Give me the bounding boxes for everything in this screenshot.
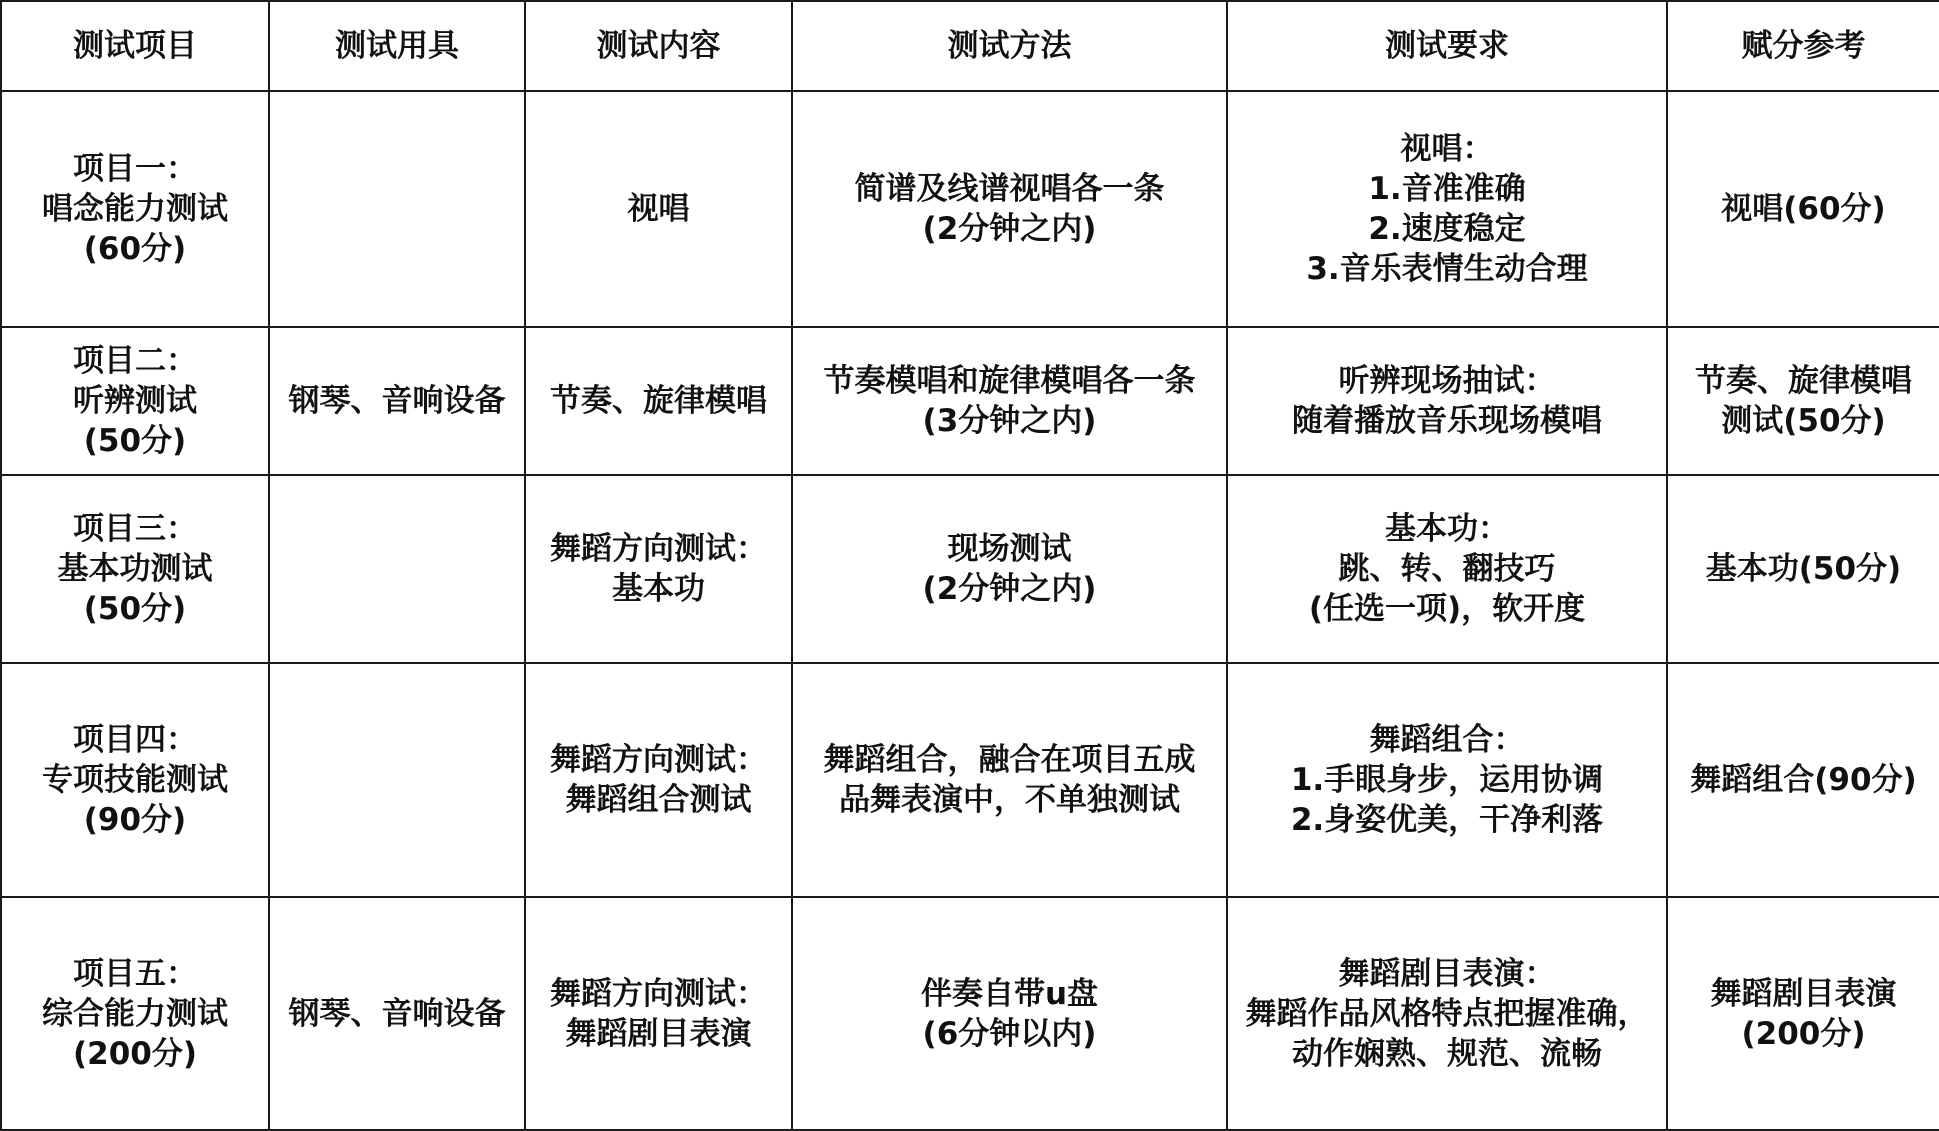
tools-cell	[269, 897, 525, 1130]
item-name: 专项技能测试	[42, 762, 228, 798]
requirement-point: 3.音乐表情生动合理	[1306, 251, 1588, 287]
content-text: 节奏、旋律模唱	[550, 383, 767, 419]
item-name: 唱念能力测试	[42, 191, 228, 227]
requirement-point: 舞蹈作品风格特点把握准确，	[1245, 995, 1649, 1032]
method-text: 节奏模唱和旋律模唱各一条	[823, 363, 1196, 399]
requirement-title: 视唱：	[1400, 131, 1494, 167]
score-cell	[1667, 91, 1939, 327]
content-text: 舞蹈剧目表演	[565, 1015, 752, 1052]
item-cell	[1, 663, 269, 897]
score-cell	[1667, 897, 1939, 1130]
item-cell	[1, 91, 269, 327]
item-name: 基本功测试	[57, 551, 213, 587]
content-text: 舞蹈方向测试：	[550, 531, 767, 567]
item-name: 综合能力测试	[42, 995, 228, 1032]
content-text: 基本功	[612, 571, 705, 607]
content-cell	[525, 475, 792, 663]
item-points: (50分)	[83, 591, 187, 627]
tools-cell-empty	[269, 475, 525, 663]
requirement-point: 跳、转、翻技巧	[1338, 551, 1556, 587]
tools-cell-empty	[269, 91, 525, 327]
requirement-point: 2.身姿优美，干净利落	[1290, 802, 1604, 838]
method-text: 简谱及线谱视唱各一条	[854, 171, 1165, 207]
table-row	[1, 475, 1939, 663]
header-cell-score: 赋分参考	[1667, 1, 1939, 91]
content-cell	[525, 91, 792, 327]
item-cell	[1, 897, 269, 1130]
item-cell	[1, 327, 269, 475]
score-text: (200分)	[1741, 1015, 1866, 1052]
method-text: 舞蹈组合，融合在项目五成	[823, 742, 1196, 778]
table-row	[1, 327, 1939, 475]
header-cell-item: 测试项目	[1, 1, 269, 91]
table-row	[1, 663, 1939, 897]
requirement-cell	[1227, 91, 1667, 327]
requirement-point: 2.速度稳定	[1368, 211, 1526, 247]
requirement-cell	[1227, 663, 1667, 897]
header-cell-content: 测试内容	[525, 1, 792, 91]
content-text: 舞蹈方向测试：	[550, 742, 767, 778]
content-text: 视唱	[627, 191, 690, 227]
item-points: (200分)	[72, 1035, 198, 1072]
score-text: 舞蹈剧目表演	[1710, 975, 1897, 1012]
item-cell	[1, 475, 269, 663]
content-text: 舞蹈方向测试：	[550, 975, 767, 1012]
requirement-point: (任选一项)，软开度	[1308, 591, 1586, 627]
method-time: (3分钟之内)	[922, 403, 1097, 439]
requirement-point: 1.音准准确	[1368, 171, 1526, 207]
score-text: 基本功(50分)	[1705, 551, 1902, 587]
tools-cell-empty	[269, 663, 525, 897]
content-cell	[525, 663, 792, 897]
requirement-title: 舞蹈剧目表演：	[1338, 955, 1556, 992]
table-row	[1, 91, 1939, 327]
method-cell	[792, 327, 1227, 475]
tools-text: 钢琴、音响设备	[288, 995, 506, 1032]
content-cell	[525, 327, 792, 475]
method-time: (2分钟之内)	[922, 211, 1097, 247]
requirement-title: 听辨现场抽试：	[1338, 363, 1556, 399]
score-cell	[1667, 327, 1939, 475]
requirement-cell	[1227, 475, 1667, 663]
item-label: 项目三：	[73, 511, 197, 547]
item-label: 项目一：	[73, 151, 197, 187]
item-label: 项目二：	[73, 343, 197, 379]
requirement-cell	[1227, 897, 1667, 1130]
tools-cell	[269, 327, 525, 475]
item-name: 听辨测试	[73, 383, 197, 419]
header-cell-requirement: 测试要求	[1227, 1, 1667, 91]
item-points: (60分)	[83, 231, 187, 267]
method-text: 现场测试	[947, 531, 1072, 567]
requirement-title: 舞蹈组合：	[1369, 722, 1525, 758]
score-cell	[1667, 475, 1939, 663]
method-time: (2分钟之内)	[922, 571, 1097, 607]
method-cell	[792, 897, 1227, 1130]
requirement-point: 1.手眼身步，运用协调	[1290, 762, 1604, 798]
content-cell	[525, 897, 792, 1130]
item-points: (50分)	[83, 423, 187, 459]
method-cell	[792, 91, 1227, 327]
content-text: 舞蹈组合测试	[565, 782, 752, 818]
method-cell	[792, 663, 1227, 897]
requirement-title: 基本功：	[1385, 511, 1509, 547]
header-row	[1, 1, 1939, 91]
item-label: 项目四：	[73, 722, 197, 758]
score-text: 节奏、旋律模唱	[1695, 363, 1912, 399]
requirement-point: 随着播放音乐现场模唱	[1292, 403, 1602, 439]
requirement-point: 动作娴熟、规范、流畅	[1292, 1035, 1602, 1072]
header-cell-tools: 测试用具	[269, 1, 525, 91]
score-cell	[1667, 663, 1939, 897]
method-cell	[792, 475, 1227, 663]
score-text: 测试(50分)	[1721, 403, 1886, 439]
item-points: (90分)	[83, 802, 187, 838]
item-label: 项目五：	[73, 955, 197, 992]
method-time: (6分钟以内)	[922, 1015, 1097, 1052]
table-row	[1, 897, 1939, 1130]
tools-text: 钢琴、音响设备	[288, 383, 506, 419]
score-text: 舞蹈组合(90分)	[1690, 762, 1917, 798]
method-text: 伴奏自带u盘	[920, 975, 1099, 1012]
requirement-cell	[1227, 327, 1667, 475]
header-cell-method: 测试方法	[792, 1, 1227, 91]
score-text: 视唱(60分)	[1721, 191, 1886, 227]
method-text: 品舞表演中，不单独测试	[839, 782, 1180, 818]
